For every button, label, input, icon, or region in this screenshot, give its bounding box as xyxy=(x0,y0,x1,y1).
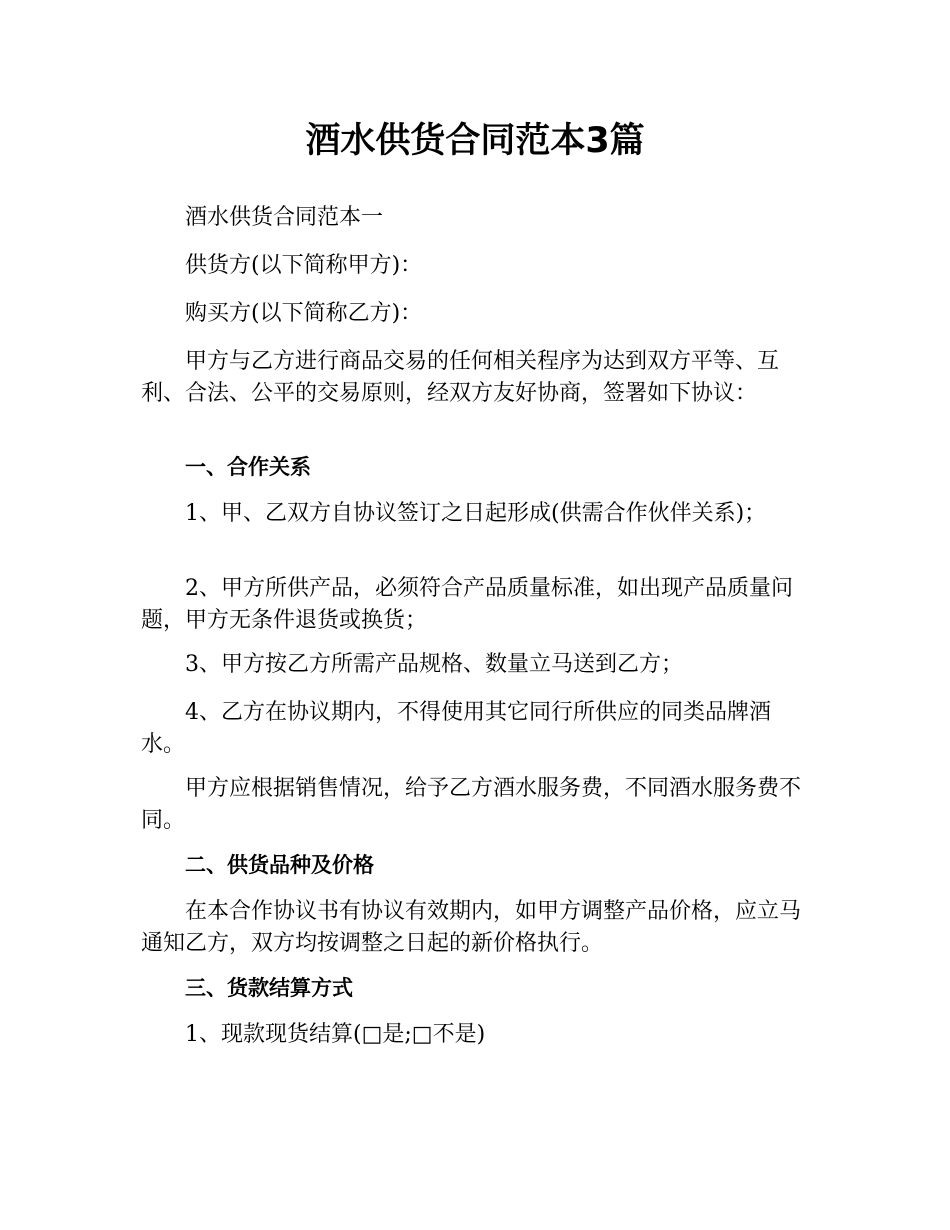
clause-1-3: 3、甲方按乙方所需产品规格、数量立马送到乙方； xyxy=(185,652,683,677)
contract-subtitle: 酒水供货合同范本一 xyxy=(185,205,384,230)
price-adjustment-paragraph: 在本合作协议书有协议有效期内，如甲方调整产品价格，应立马通知乙方，双方均按调整之日起的新价格执行。 xyxy=(141,899,802,956)
clause-1-4: 4、乙方在协议期内，不得使用其它同行所供应的同类品牌酒水。 xyxy=(141,700,771,757)
clause-3-1: 1、现款现货结算(□是;□不是) xyxy=(185,1022,486,1047)
buyer-line: 购买方(以下简称乙方)： xyxy=(185,301,423,326)
clause-1-2: 2、甲方所供产品，必须符合产品质量标准，如出现产品质量问题，甲方无条件退货或换货； xyxy=(141,576,793,633)
document-title: 酒水供货合同范本3篇 xyxy=(305,121,645,161)
service-fee-paragraph: 甲方应根据销售情况，给予乙方酒水服务费，不同酒水服务费不同。 xyxy=(141,776,802,833)
section-heading-cooperation: 一、合作关系 xyxy=(185,455,311,479)
section-heading-products-prices: 二、供货品种及价格 xyxy=(185,853,374,877)
clause-1-1: 1、甲、乙双方自协议签订之日起形成(供需合作伙伴关系)； xyxy=(185,501,767,526)
section-heading-settlement: 三、货款结算方式 xyxy=(185,976,353,1000)
supplier-line: 供货方(以下简称甲方)： xyxy=(185,253,423,278)
preamble-paragraph: 甲方与乙方进行商品交易的任何相关程序为达到双方平等、互利、合法、公平的交易原则，经双方友好协商，签署如下协议： xyxy=(141,349,780,406)
